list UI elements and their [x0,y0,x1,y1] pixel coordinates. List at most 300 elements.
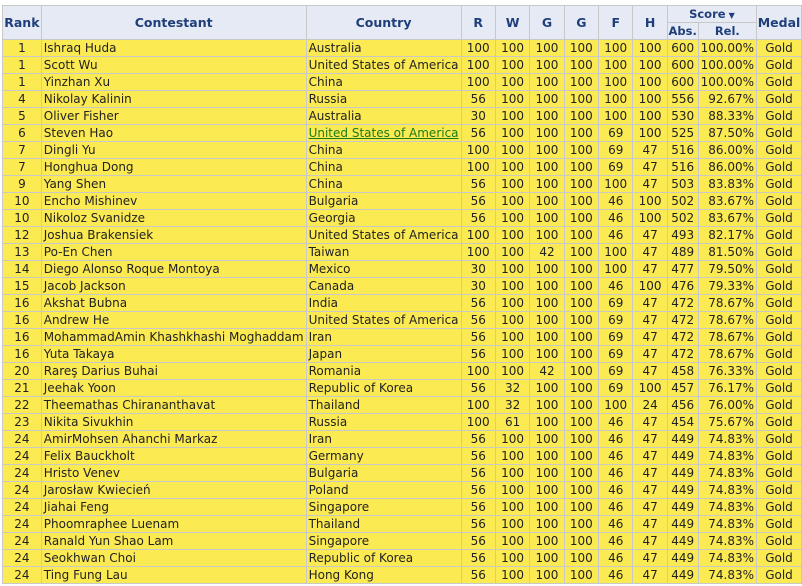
score-absolute-cell: 449 [668,550,698,566]
problem-score-cell: 100 [530,278,563,294]
medal-cell: Gold [757,533,801,549]
contestant-cell: Jeehak Yoon [42,380,306,396]
score-relative-cell: 81.50% [699,244,756,260]
contestant-cell: Scott Wu [42,57,306,73]
score-relative-cell: 76.33% [699,363,756,379]
problem-score-cell: 100 [565,448,598,464]
rank-cell: 16 [3,312,41,328]
country-cell: Singapore [307,499,461,515]
problem-score-cell: 69 [599,380,632,396]
problem-score-cell: 100 [496,91,529,107]
problem-score-cell: 100 [496,261,529,277]
contestant-cell: AmirMohsen Ahanchi Markaz [42,431,306,447]
problem-score-cell: 69 [599,312,632,328]
problem-6-header[interactable]: H [633,6,666,39]
problem-score-cell: 100 [496,431,529,447]
problem-score-cell: 47 [633,448,666,464]
problem-score-cell: 56 [462,448,495,464]
score-relative-header[interactable]: Rel. [699,23,756,39]
rank-cell: 15 [3,278,41,294]
medal-cell: Gold [757,312,801,328]
problem-score-cell: 100 [530,533,563,549]
contestant-cell: Nikoloz Svanidze [42,210,306,226]
contestant-cell: Diego Alonso Roque Montoya [42,261,306,277]
results-table [2,5,802,584]
score-relative-cell: 76.00% [699,397,756,413]
problem-score-cell: 100 [496,482,529,498]
contestant-cell: Felix Bauckholt [42,448,306,464]
results-table-container [2,5,802,584]
problem-score-cell: 100 [565,91,598,107]
problem-score-cell: 100 [565,278,598,294]
problem-score-cell: 56 [462,431,495,447]
problem-score-cell: 100 [530,329,563,345]
score-header-label: Score [689,7,726,21]
rank-cell: 6 [3,125,41,141]
score-relative-cell: 83.67% [699,210,756,226]
score-relative-cell: 74.83% [699,499,756,515]
problem-score-cell: 100 [496,346,529,362]
score-relative-cell: 100.00% [700,58,755,72]
contestant-header[interactable]: Contestant [42,6,306,39]
problem-score-cell: 100 [462,57,495,73]
problem-score-cell: 46 [599,193,632,209]
score-absolute-cell: 449 [668,516,698,532]
medal-cell: Gold [757,91,801,107]
problem-score-cell: 46 [599,499,632,515]
problem-score-cell: 100 [633,125,666,141]
problem-score-cell: 100 [565,210,598,226]
score-absolute-cell: 449 [668,499,698,515]
table-row [3,533,801,549]
score-relative-cell: 78.67% [699,295,756,311]
problem-score-cell: 56 [462,91,495,107]
problem-score-cell: 100 [530,516,563,532]
problem-score-cell: 100 [565,193,598,209]
medal-cell: Gold [757,108,801,124]
problem-score-cell: 46 [599,227,632,243]
table-row [3,193,801,209]
problem-3-header[interactable]: G [530,6,563,39]
problem-score-cell: 100 [496,159,529,175]
problem-score-cell: 61 [496,414,529,430]
problem-score-cell: 30 [462,278,495,294]
problem-score-cell: 47 [633,142,666,158]
country-cell: United States of America [308,58,459,72]
score-absolute-cell: 449 [668,482,698,498]
problem-score-cell: 100 [633,193,666,209]
problem-score-cell: 100 [462,142,495,158]
score-absolute-cell: 449 [668,567,698,583]
medal-cell: Gold [757,227,801,243]
problem-score-cell: 56 [462,329,495,345]
problem-score-cell: 100 [565,499,598,515]
contestant-cell: Po-En Chen [42,244,306,260]
table-row [3,210,801,226]
score-relative-cell: 86.00% [699,159,756,175]
rank-cell: 9 [3,176,41,192]
score-relative-cell: 92.67% [699,91,756,107]
rank-cell: 1 [3,74,41,90]
problem-score-cell: 100 [530,176,563,192]
table-row [3,397,801,413]
problem-score-cell: 100 [565,533,598,549]
problem-score-cell: 47 [633,346,666,362]
table-row [3,414,801,430]
problem-score-cell: 100 [599,176,632,192]
score-relative-cell: 79.50% [699,261,756,277]
problem-score-cell: 100 [565,227,598,243]
table-row [3,295,801,311]
score-absolute-cell: 472 [668,312,698,328]
medal-cell: Gold [757,57,801,73]
rank-cell: 24 [3,431,41,447]
country-cell: Bulgaria [307,465,461,481]
problem-score-cell: 100 [496,125,529,141]
problem-score-cell: 47 [633,516,666,532]
score-absolute-cell: 476 [668,278,698,294]
score-absolute-cell: 449 [668,533,698,549]
country-cell: Australia [307,40,461,56]
problem-score-cell: 47 [633,312,666,328]
score-absolute-cell: 458 [668,363,698,379]
score-relative-cell: 78.67% [699,312,756,328]
country-cell: Republic of Korea [307,550,461,566]
rank-cell: 16 [3,295,41,311]
contestant-cell: Yinzhan Xu [42,74,306,90]
score-absolute-cell: 449 [668,448,698,464]
contestant-cell: Nikolay Kalinin [42,91,306,107]
score-relative-cell: 88.33% [699,108,756,124]
table-row [3,482,801,498]
score-relative-cell: 74.83% [699,533,756,549]
table-row [3,329,801,345]
problem-score-cell: 69 [599,329,632,345]
problem-score-cell: 100 [530,210,563,226]
problem-score-cell: 100 [496,363,529,379]
problem-score-cell: 100 [565,482,598,498]
score-absolute-cell: 449 [668,431,698,447]
score-relative-cell: 74.83% [699,465,756,481]
problem-score-cell: 100 [530,380,563,396]
score-relative-cell: 74.83% [699,516,756,532]
contestant-cell: Encho Mishinev [42,193,306,209]
problem-score-cell: 46 [599,465,632,481]
problem-score-cell: 100 [496,278,529,294]
medal-cell: Gold [757,40,801,56]
problem-score-cell: 100 [599,244,632,260]
problem-score-cell: 100 [496,142,529,158]
problem-score-cell: 47 [633,533,666,549]
country-header[interactable]: Country [307,6,461,39]
problem-score-cell: 56 [462,533,495,549]
problem-score-cell: 56 [462,210,495,226]
table-row [3,550,801,566]
table-row [3,159,801,175]
contestant-cell: Yuta Takaya [42,346,306,362]
score-relative-cell: 74.83% [699,567,756,583]
score-absolute-cell: 525 [668,125,698,141]
problem-score-cell: 100 [496,176,529,192]
country-cell: United States of America [308,228,459,242]
problem-score-cell: 100 [599,397,632,413]
problem-score-cell: 100 [530,448,563,464]
problem-score-cell: 100 [530,142,563,158]
problem-score-cell: 69 [599,363,632,379]
country-cell: China [307,176,461,192]
problem-score-cell: 100 [530,312,563,328]
score-absolute-cell: 600 [668,40,698,56]
score-relative-cell: 75.67% [699,414,756,430]
problem-score-cell: 56 [462,346,495,362]
medal-cell: Gold [757,261,801,277]
score-relative-cell: 86.00% [699,142,756,158]
problem-score-cell: 100 [496,533,529,549]
problem-score-cell: 100 [599,108,632,124]
problem-score-cell: 100 [633,57,666,73]
rank-cell: 1 [3,57,41,73]
problem-score-cell: 100 [496,57,529,73]
problem-score-cell: 69 [599,125,632,141]
problem-score-cell: 100 [462,159,495,175]
problem-score-cell: 100 [565,414,598,430]
problem-score-cell: 100 [496,499,529,515]
problem-score-cell: 100 [565,261,598,277]
problem-5-header[interactable]: F [599,6,632,39]
country-cell: Iran [307,329,461,345]
table-row [3,142,801,158]
problem-score-cell: 56 [462,465,495,481]
problem-score-cell: 47 [633,244,666,260]
score-absolute-cell: 502 [668,210,698,226]
problem-score-cell: 100 [496,244,529,260]
contestant-cell: Phoomraphee Luenam [42,516,306,532]
problem-score-cell: 100 [496,193,529,209]
problem-score-cell: 100 [462,74,495,90]
problem-score-cell: 47 [633,550,666,566]
country-cell: Mexico [307,261,461,277]
score-absolute-cell: 503 [668,176,698,192]
contestant-cell: Jiahai Feng [42,499,306,515]
table-row [3,346,801,362]
contestant-cell: Akshat Bubna [42,295,306,311]
problem-score-cell: 100 [530,57,563,73]
rank-cell: 13 [3,244,41,260]
problem-score-cell: 56 [462,125,495,141]
problem-score-cell: 100 [530,91,563,107]
problem-score-cell: 46 [599,414,632,430]
problem-score-cell: 100 [496,550,529,566]
country-cell: China [307,142,461,158]
table-row [3,227,801,243]
problem-score-cell: 100 [565,397,598,413]
score-absolute-header[interactable]: Abs. [668,24,697,38]
rank-cell: 12 [3,227,41,243]
problem-score-cell: 100 [530,227,563,243]
medal-cell: Gold [757,516,801,532]
problem-score-cell: 100 [496,329,529,345]
problem-score-cell: 100 [633,278,666,294]
problem-score-cell: 56 [462,516,495,532]
rank-cell: 16 [3,329,41,345]
score-absolute-cell: 456 [668,397,698,413]
rank-cell: 24 [3,465,41,481]
score-absolute-cell: 457 [668,380,698,396]
problem-score-cell: 100 [462,40,495,56]
country-cell: India [307,295,461,311]
problem-score-cell: 100 [496,516,529,532]
score-relative-cell: 76.17% [699,380,756,396]
problem-score-cell: 47 [633,329,666,345]
contestant-cell: Seokhwan Choi [42,550,306,566]
problem-4-header[interactable]: G [565,6,598,39]
problem-score-cell: 100 [496,40,529,56]
score-header[interactable] [668,6,756,22]
contestant-cell: Yang Shen [42,176,306,192]
problem-score-cell: 100 [496,295,529,311]
problem-score-cell: 56 [462,193,495,209]
score-absolute-cell: 472 [668,346,698,362]
problem-score-cell: 100 [530,499,563,515]
rank-cell: 4 [3,91,41,107]
score-relative-cell: 74.83% [699,550,756,566]
medal-cell: Gold [757,397,801,413]
problem-score-cell: 46 [599,210,632,226]
country-cell: Hong Kong [307,567,461,583]
table-row [3,57,801,73]
problem-score-cell: 46 [599,482,632,498]
table-row [3,499,801,515]
table-row [3,363,801,379]
problem-score-cell: 100 [496,465,529,481]
problem-score-cell: 32 [496,397,529,413]
problem-score-cell: 32 [496,380,529,396]
table-row [3,278,801,294]
problem-score-cell: 100 [565,176,598,192]
problem-score-cell: 100 [565,363,598,379]
problem-score-cell: 100 [462,363,495,379]
medal-header[interactable]: Medal [757,6,801,39]
problem-score-cell: 56 [462,499,495,515]
problem-score-cell: 100 [496,567,529,583]
table-row [3,108,801,124]
table-row [3,448,801,464]
problem-score-cell: 56 [462,482,495,498]
problem-score-cell: 100 [565,329,598,345]
medal-cell: Gold [757,567,801,583]
medal-cell: Gold [757,346,801,362]
table-row [3,465,801,481]
medal-cell: Gold [757,363,801,379]
country-cell: Russia [307,91,461,107]
problem-score-cell: 100 [462,227,495,243]
sort-descending-icon: ▼ [728,11,735,20]
problem-score-cell: 56 [462,380,495,396]
problem-score-cell: 56 [462,312,495,328]
problem-score-cell: 100 [565,550,598,566]
problem-score-cell: 100 [496,210,529,226]
problem-score-cell: 100 [530,397,563,413]
problem-1-header[interactable]: R [462,6,495,39]
problem-score-cell: 47 [633,159,666,175]
contestant-cell: Steven Hao [42,125,306,141]
contestant-cell: Andrew He [42,312,306,328]
rank-cell: 10 [3,193,41,209]
table-row [3,567,801,583]
problem-score-cell: 47 [633,227,666,243]
score-relative-cell: 74.83% [699,431,756,447]
rank-cell: 20 [3,363,41,379]
rank-cell: 24 [3,533,41,549]
problem-2-header[interactable]: W [496,6,529,39]
problem-score-cell: 100 [496,448,529,464]
problem-score-cell: 47 [633,567,666,583]
country-cell: Germany [307,448,461,464]
score-relative-cell: 83.67% [699,193,756,209]
problem-score-cell: 100 [565,74,598,90]
problem-score-cell: 100 [496,74,529,90]
problem-score-cell: 100 [565,125,598,141]
country-cell: Japan [307,346,461,362]
medal-cell: Gold [757,448,801,464]
country-cell: United States of America [308,313,459,327]
score-absolute-cell: 600 [668,57,698,73]
country-link[interactable]: United States of America [308,126,459,140]
table-row [3,312,801,328]
problem-score-cell: 24 [633,397,666,413]
score-absolute-cell: 472 [668,295,698,311]
problem-score-cell: 100 [565,142,598,158]
country-cell: Bulgaria [307,193,461,209]
country-cell: Iran [307,431,461,447]
score-relative-cell: 74.83% [699,448,756,464]
score-absolute-cell: 530 [668,108,698,124]
country-cell [307,125,461,141]
rank-cell: 10 [3,210,41,226]
problem-score-cell: 46 [599,431,632,447]
rank-cell: 14 [3,261,41,277]
medal-cell: Gold [757,329,801,345]
problem-score-cell: 56 [462,295,495,311]
problem-score-cell: 100 [530,550,563,566]
score-relative-cell: 100.00% [700,41,755,55]
problem-score-cell: 100 [633,91,666,107]
problem-score-cell: 56 [462,550,495,566]
contestant-cell: Jacob Jackson [42,278,306,294]
medal-cell: Gold [757,499,801,515]
contestant-cell: Dingli Yu [42,142,306,158]
problem-score-cell: 46 [599,567,632,583]
problem-score-cell: 47 [633,465,666,481]
problem-score-cell: 47 [633,261,666,277]
problem-score-cell: 100 [599,261,632,277]
problem-score-cell: 100 [530,74,563,90]
medal-cell: Gold [757,159,801,175]
contestant-cell: Jarosław Kwiecień [42,482,306,498]
country-cell: Poland [307,482,461,498]
score-relative-cell: 78.67% [699,346,756,362]
problem-score-cell: 56 [462,176,495,192]
problem-score-cell: 69 [599,142,632,158]
country-cell: Romania [307,363,461,379]
problem-score-cell: 100 [462,244,495,260]
problem-score-cell: 100 [565,516,598,532]
problem-score-cell: 100 [565,431,598,447]
rank-header[interactable]: Rank [3,6,41,39]
problem-score-cell: 100 [530,482,563,498]
problem-score-cell: 100 [565,295,598,311]
table-row [3,261,801,277]
